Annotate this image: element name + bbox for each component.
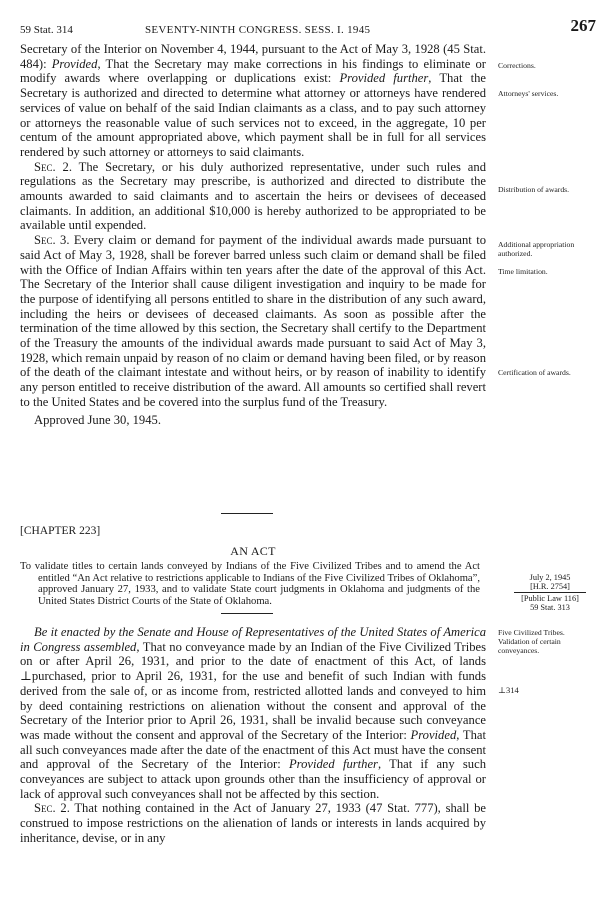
margin-note-certification: Certification of awards. bbox=[498, 368, 571, 377]
act-date: July 2, 1945 bbox=[529, 573, 571, 582]
text-run: That no conveyance made by an Indian of the Five Civilized Tribes on or after April 26, 1931, and prior to the date of enactment of this Act, of lands bbox=[20, 639, 486, 669]
margin-page-ref-number: 314 bbox=[506, 685, 519, 695]
page-number: 267 bbox=[570, 16, 596, 35]
act-info-rule bbox=[514, 592, 586, 593]
text-run: purchased, prior to April 26, 1931, for the use and benefit of such Indian with funds derived from the sale of, or as income from, restricted allotted lands and conveyed to him by deed containing restrictions on alienation without the consent and approval of the Secretary of the Interior prior to April 26, 1931, shall be invalid because such conveyance was made without the consent and approval of the Secretary of the Interior: bbox=[20, 669, 486, 742]
section-2-paragraph bbox=[20, 160, 486, 234]
act-title: AN ACT bbox=[230, 544, 276, 558]
proviso-italic: Provided further bbox=[288, 757, 378, 772]
act-stat-ref: 59 Stat. 313 bbox=[530, 603, 570, 612]
section-label: Sec. 2. bbox=[34, 159, 72, 174]
header-statute-ref: 59 Stat. 314 bbox=[20, 24, 73, 36]
header-congress-session: SEVENTY-NINTH CONGRESS. SESS. I. 1945 bbox=[145, 24, 371, 36]
act-divider bbox=[221, 613, 273, 614]
margin-note-distribution: Distribution of awards. bbox=[498, 185, 570, 194]
paragraph-continuation bbox=[20, 42, 486, 160]
text-run: , That all such conveyances made after the date of the enactment of this Act must have the consent and approval of the Secretary of the Interior: bbox=[20, 727, 486, 772]
text-run: Every claim or demand for payment of the individual awards made pursuant to said Act of May 3, 1928, shall be forever barred unless such claim or demand shall be filed with the Office of Indian Affairs within ten years after the date of the approval of this Act. The Secretary of the Interior shall cause diligent investigation and inquiry to be made for the purpose of identifying all persons entitled to share in the distribution of any such award, including the heirs or devisees of deceased claimants. As soon as possible after the termination of the time allowed by this section, the Secretary shall certify to the Department of the Treasury the amounts of the individual awards made pursuant to said Act of May 3, 1928, which remain unpaid by reason of no claim or demand having been filed, or by reason of the death of the claimant intestate and without heirs, or by reason of inability to identify any person entitled to receive distribution of the award. All amounts so certified shall revert to the United States and be covered into the surplus fund of the Treasury. bbox=[20, 233, 486, 409]
margin-note-time: Time limitation. bbox=[498, 267, 548, 276]
margin-note-five-tribes: Five Civilized Tribes. Validation of certain conveyances. bbox=[498, 628, 565, 655]
margin-page-ref bbox=[498, 686, 602, 695]
margin-note-corrections: Corrections. bbox=[498, 61, 536, 70]
page-break-mark: ⊥ bbox=[20, 669, 32, 684]
proviso-italic: Provided further bbox=[339, 71, 429, 86]
enacting-clause: Be it enacted by the Senate and House of Representatives of the United States of America in Congress assembled, bbox=[20, 625, 486, 654]
text-run: Secretary of the Interior on November 4, 1944, pursuant to the Act of May 3, 1928 (45 Stat. 484): bbox=[20, 42, 486, 71]
act-public-law: [Public Law 116] bbox=[521, 594, 579, 603]
body-text-bottom bbox=[20, 625, 486, 846]
text-run: That nothing contained in the Act of January 27, 1933 (47 Stat. 777), shall be construed to impose restrictions on the alienation of lands or interests in lands acquired by inheritance, devise, or in any bbox=[20, 801, 486, 845]
section-3-paragraph bbox=[20, 233, 486, 409]
act-bill-number: [H.R. 2754] bbox=[530, 582, 570, 591]
section-2-paragraph-act bbox=[20, 801, 486, 845]
page-break-mark: ⊥ bbox=[498, 685, 506, 695]
text-run: , That the Secretary may make corrections in his findings to eliminate or modify awards where overlapping or duplications exist: bbox=[20, 56, 486, 86]
enacting-paragraph bbox=[20, 625, 486, 801]
proviso-italic: Provided bbox=[51, 56, 98, 71]
proviso-italic: Provided bbox=[410, 727, 457, 742]
body-text-top bbox=[20, 42, 486, 427]
section-label: Sec. 2. bbox=[34, 801, 70, 816]
margin-note-additional: Additional appropriation authorized. bbox=[498, 240, 575, 258]
section-divider bbox=[221, 513, 273, 514]
section-label: Sec. 3. bbox=[34, 233, 70, 248]
text-run: , That if any such conveyances are subject to attack upon grounds other than the insufficiency of approval or lack of approval such conveyances shall not be affected by this section. bbox=[20, 757, 486, 801]
approval-line: Approved June 30, 1945. bbox=[34, 412, 161, 427]
chapter-heading: [CHAPTER 223] bbox=[20, 525, 101, 537]
page-header bbox=[20, 16, 596, 38]
text-run: The Secretary, or his duly authorized representative, under such rules and regulations as the Secretary may prescribe, is authorized and directed to distribute the amounts awarded to said claimants and to ascertain the heirs or devisees of deceased claimants. In addition, an additional $10,000 is hereby authorized to be appropriated to be available until expended. bbox=[20, 159, 486, 233]
margin-note-attorneys: Attorneys' services. bbox=[498, 89, 559, 98]
text-run: , That the Secretary is authorized and directed to determine what attorney or attorneys have rendered services of value on behalf of the said Indian claimants as a class, and to pay such attorney or attorneys the reasonable value of such services not to exceed, in the aggregate, 10 per centum of the amount appropriated above, which payment shall be in full for all services rendered by such attorney or attorneys to said claimants. bbox=[20, 71, 486, 159]
act-synopsis: To validate titles to certain lands conveyed by Indians of the Five Civilized Tribes and to amend the Act entitled “An Act relative to restrictions applicable to Indians of the Five Civilized Tribes of Oklahoma”, approved January 27, 1933, and to validate State court judgments in Oklahoma and judgments of the United States District Courts of the State of Oklahoma. bbox=[20, 561, 480, 607]
